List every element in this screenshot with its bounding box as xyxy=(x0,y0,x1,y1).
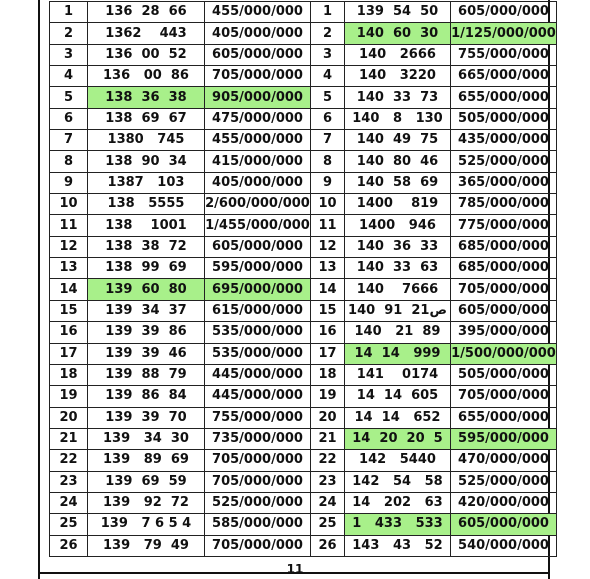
row-number-cell: 5 xyxy=(50,87,88,108)
row-number-cell: 25 xyxy=(311,514,345,535)
row-number-cell: 8 xyxy=(311,151,345,172)
plate-number-cell: 142 5440 xyxy=(345,450,451,471)
plate-number-cell: 141 0174 xyxy=(345,364,451,385)
row-number-cell: 11 xyxy=(50,215,88,236)
plate-number-cell: 14 14 605 xyxy=(345,386,451,407)
table-row xyxy=(50,215,557,236)
table-body xyxy=(50,2,557,557)
plate-number-cell: 139 86 84 xyxy=(88,386,205,407)
table-row xyxy=(50,386,557,407)
row-number-cell: 24 xyxy=(50,492,88,513)
price-cell: 445/000/000 xyxy=(205,364,311,385)
row-number-cell: 13 xyxy=(50,258,88,279)
row-number-cell: 3 xyxy=(311,44,345,65)
plate-number-cell: 139 54 50 xyxy=(345,2,451,23)
plate-number-cell: 136 00 52 xyxy=(88,44,205,65)
table-row xyxy=(50,258,557,279)
plate-number-cell: 139 88 79 xyxy=(88,364,205,385)
price-cell: 405/000/000 xyxy=(205,23,311,44)
plate-number-cell: 14 202 63 xyxy=(345,492,451,513)
plate-number-cell: 140 7666 xyxy=(345,279,451,300)
plate-number-cell: 138 1001 xyxy=(88,215,205,236)
price-cell: 540/000/000 xyxy=(451,535,557,556)
row-number-cell: 14 xyxy=(311,279,345,300)
row-number-cell: 2 xyxy=(50,23,88,44)
price-cell: 685/000/000 xyxy=(451,236,557,257)
price-cell: 595/000/000 xyxy=(451,428,557,449)
row-number-cell: 13 xyxy=(311,258,345,279)
price-cell: 585/000/000 xyxy=(205,514,311,535)
price-cell: 615/000/000 xyxy=(205,300,311,321)
plate-number-cell: 138 5555 xyxy=(88,194,205,215)
table-row xyxy=(50,407,557,428)
row-number-cell: 16 xyxy=(311,322,345,343)
plate-number-cell: 140 3220 xyxy=(345,66,451,87)
price-cell: 455/000/000 xyxy=(205,130,311,151)
plate-number-cell: 140 80 46 xyxy=(345,151,451,172)
plate-number-cell: 140 91 21ص xyxy=(345,300,451,321)
table-row xyxy=(50,194,557,215)
plate-number-cell: 140 8 130 xyxy=(345,108,451,129)
row-number-cell: 18 xyxy=(50,364,88,385)
price-cell: 755/000/000 xyxy=(451,44,557,65)
price-cell: 1/455/000/000 xyxy=(205,215,311,236)
row-number-cell: 14 xyxy=(50,279,88,300)
row-number-cell: 11 xyxy=(311,215,345,236)
plate-number-cell: 140 33 63 xyxy=(345,258,451,279)
plate-number-cell: 139 39 70 xyxy=(88,407,205,428)
plate-number-cell: 138 38 72 xyxy=(88,236,205,257)
row-number-cell: 3 xyxy=(50,44,88,65)
price-cell: 535/000/000 xyxy=(205,343,311,364)
row-number-cell: 6 xyxy=(311,108,345,129)
plate-number-cell: 140 49 75 xyxy=(345,130,451,151)
table-row xyxy=(50,44,557,65)
plate-number-cell: 139 69 59 xyxy=(88,471,205,492)
row-number-cell: 22 xyxy=(50,450,88,471)
row-number-cell: 4 xyxy=(50,66,88,87)
price-cell: 595/000/000 xyxy=(205,258,311,279)
row-number-cell: 7 xyxy=(50,130,88,151)
row-number-cell: 9 xyxy=(50,172,88,193)
row-number-cell: 12 xyxy=(311,236,345,257)
row-number-cell: 22 xyxy=(311,450,345,471)
row-number-cell: 23 xyxy=(311,471,345,492)
plate-number-cell: 1400 946 xyxy=(345,215,451,236)
plate-number-cell: 14 14 652 xyxy=(345,407,451,428)
table-row xyxy=(50,450,557,471)
price-cell: 705/000/000 xyxy=(451,386,557,407)
table-row xyxy=(50,364,557,385)
row-number-cell: 1 xyxy=(50,2,88,23)
plate-number-cell: 136 28 66 xyxy=(88,2,205,23)
row-number-cell: 5 xyxy=(311,87,345,108)
row-number-cell: 21 xyxy=(50,428,88,449)
price-cell: 605/000/000 xyxy=(205,236,311,257)
plate-number-cell: 139 34 30 xyxy=(88,428,205,449)
price-cell: 445/000/000 xyxy=(205,386,311,407)
row-number-cell: 4 xyxy=(311,66,345,87)
row-number-cell: 25 xyxy=(50,514,88,535)
plate-number-cell: 139 39 46 xyxy=(88,343,205,364)
price-cell: 420/000/000 xyxy=(451,492,557,513)
plate-price-table xyxy=(49,1,557,557)
row-number-cell: 19 xyxy=(311,386,345,407)
price-cell: 735/000/000 xyxy=(205,428,311,449)
row-number-cell: 6 xyxy=(50,108,88,129)
plate-number-cell: 140 36 33 xyxy=(345,236,451,257)
row-number-cell: 10 xyxy=(50,194,88,215)
plate-number-cell: 1400 819 xyxy=(345,194,451,215)
price-cell: 395/000/000 xyxy=(451,322,557,343)
table-row xyxy=(50,66,557,87)
table-row xyxy=(50,322,557,343)
price-cell: 785/000/000 xyxy=(451,194,557,215)
row-number-cell: 21 xyxy=(311,428,345,449)
row-number-cell: 15 xyxy=(311,300,345,321)
table-row xyxy=(50,151,557,172)
price-cell: 605/000/000 xyxy=(451,300,557,321)
plate-number-cell: 1 433 533 xyxy=(345,514,451,535)
price-cell: 705/000/000 xyxy=(205,471,311,492)
row-number-cell: 26 xyxy=(311,535,345,556)
table-row xyxy=(50,428,557,449)
plate-number-cell: 139 39 86 xyxy=(88,322,205,343)
row-number-cell: 20 xyxy=(50,407,88,428)
table-row xyxy=(50,471,557,492)
price-cell: 755/000/000 xyxy=(205,407,311,428)
price-cell: 775/000/000 xyxy=(451,215,557,236)
plate-number-cell: 140 33 73 xyxy=(345,87,451,108)
row-number-cell: 12 xyxy=(50,236,88,257)
row-number-cell: 10 xyxy=(311,194,345,215)
row-number-cell: 20 xyxy=(311,407,345,428)
price-cell: 705/000/000 xyxy=(205,66,311,87)
price-cell: 685/000/000 xyxy=(451,258,557,279)
plate-number-cell: 142 54 58 xyxy=(345,471,451,492)
price-cell: 475/000/000 xyxy=(205,108,311,129)
plate-number-cell: 140 21 89 xyxy=(345,322,451,343)
table-row xyxy=(50,130,557,151)
price-cell: 455/000/000 xyxy=(205,2,311,23)
table-row xyxy=(50,236,557,257)
row-number-cell: 15 xyxy=(50,300,88,321)
price-cell: 605/000/000 xyxy=(205,44,311,65)
plate-number-cell: 1387 103 xyxy=(88,172,205,193)
table-row xyxy=(50,2,557,23)
plate-number-cell: 1362 443 xyxy=(88,23,205,44)
page-number: 11 xyxy=(286,562,304,576)
row-number-cell: 1 xyxy=(311,2,345,23)
plate-number-cell: 138 69 67 xyxy=(88,108,205,129)
plate-number-cell: 138 90 34 xyxy=(88,151,205,172)
row-number-cell: 16 xyxy=(50,322,88,343)
row-number-cell: 17 xyxy=(50,343,88,364)
plate-number-cell: 139 7 6 5 4 xyxy=(88,514,205,535)
table-row xyxy=(50,300,557,321)
plate-number-cell: 139 89 69 xyxy=(88,450,205,471)
price-cell: 415/000/000 xyxy=(205,151,311,172)
price-cell: 695/000/000 xyxy=(205,279,311,300)
table-row xyxy=(50,343,557,364)
plate-number-cell: 139 92 72 xyxy=(88,492,205,513)
table-row xyxy=(50,492,557,513)
plate-number-cell: 139 34 37 xyxy=(88,300,205,321)
table-row xyxy=(50,87,557,108)
table-row xyxy=(50,172,557,193)
plate-number-cell: 140 2666 xyxy=(345,44,451,65)
plate-number-cell: 14 20 20 5 xyxy=(345,428,451,449)
row-number-cell: 9 xyxy=(311,172,345,193)
plate-number-cell: 138 99 69 xyxy=(88,258,205,279)
price-cell: 1/125/000/000 xyxy=(451,23,557,44)
plate-number-cell: 140 58 69 xyxy=(345,172,451,193)
price-cell: 655/000/000 xyxy=(451,87,557,108)
row-number-cell: 18 xyxy=(311,364,345,385)
row-number-cell: 8 xyxy=(50,151,88,172)
row-number-cell: 2 xyxy=(311,23,345,44)
row-number-cell: 23 xyxy=(50,471,88,492)
price-cell: 605/000/000 xyxy=(451,514,557,535)
plate-number-cell: 14 14 999 xyxy=(345,343,451,364)
price-cell: 525/000/000 xyxy=(205,492,311,513)
plate-number-cell: 138 36 38 xyxy=(88,87,205,108)
price-cell: 505/000/000 xyxy=(451,364,557,385)
plate-number-cell: 139 60 80 xyxy=(88,279,205,300)
price-cell: 705/000/000 xyxy=(451,279,557,300)
table-row xyxy=(50,279,557,300)
price-cell: 435/000/000 xyxy=(451,130,557,151)
price-cell: 2/600/000/000 xyxy=(205,194,311,215)
plate-number-cell: 139 79 49 xyxy=(88,535,205,556)
price-cell: 705/000/000 xyxy=(205,535,311,556)
price-cell: 405/000/000 xyxy=(205,172,311,193)
table-row xyxy=(50,535,557,556)
plate-number-cell: 1380 745 xyxy=(88,130,205,151)
row-number-cell: 19 xyxy=(50,386,88,407)
price-cell: 525/000/000 xyxy=(451,151,557,172)
table-row xyxy=(50,108,557,129)
price-cell: 605/000/000 xyxy=(451,2,557,23)
price-cell: 705/000/000 xyxy=(205,450,311,471)
row-number-cell: 17 xyxy=(311,343,345,364)
table-row xyxy=(50,23,557,44)
price-cell: 905/000/000 xyxy=(205,87,311,108)
table-row xyxy=(50,514,557,535)
price-cell: 525/000/000 xyxy=(451,471,557,492)
price-cell: 665/000/000 xyxy=(451,66,557,87)
price-cell: 365/000/000 xyxy=(451,172,557,193)
plate-number-cell: 143 43 52 xyxy=(345,535,451,556)
plate-number-cell: 140 60 30 xyxy=(345,23,451,44)
price-cell: 470/000/000 xyxy=(451,450,557,471)
row-number-cell: 24 xyxy=(311,492,345,513)
price-cell: 1/500/000/000 xyxy=(451,343,557,364)
price-cell: 505/000/000 xyxy=(451,108,557,129)
row-number-cell: 26 xyxy=(50,535,88,556)
price-cell: 655/000/000 xyxy=(451,407,557,428)
plate-number-cell: 136 00 86 xyxy=(88,66,205,87)
price-cell: 535/000/000 xyxy=(205,322,311,343)
row-number-cell: 7 xyxy=(311,130,345,151)
